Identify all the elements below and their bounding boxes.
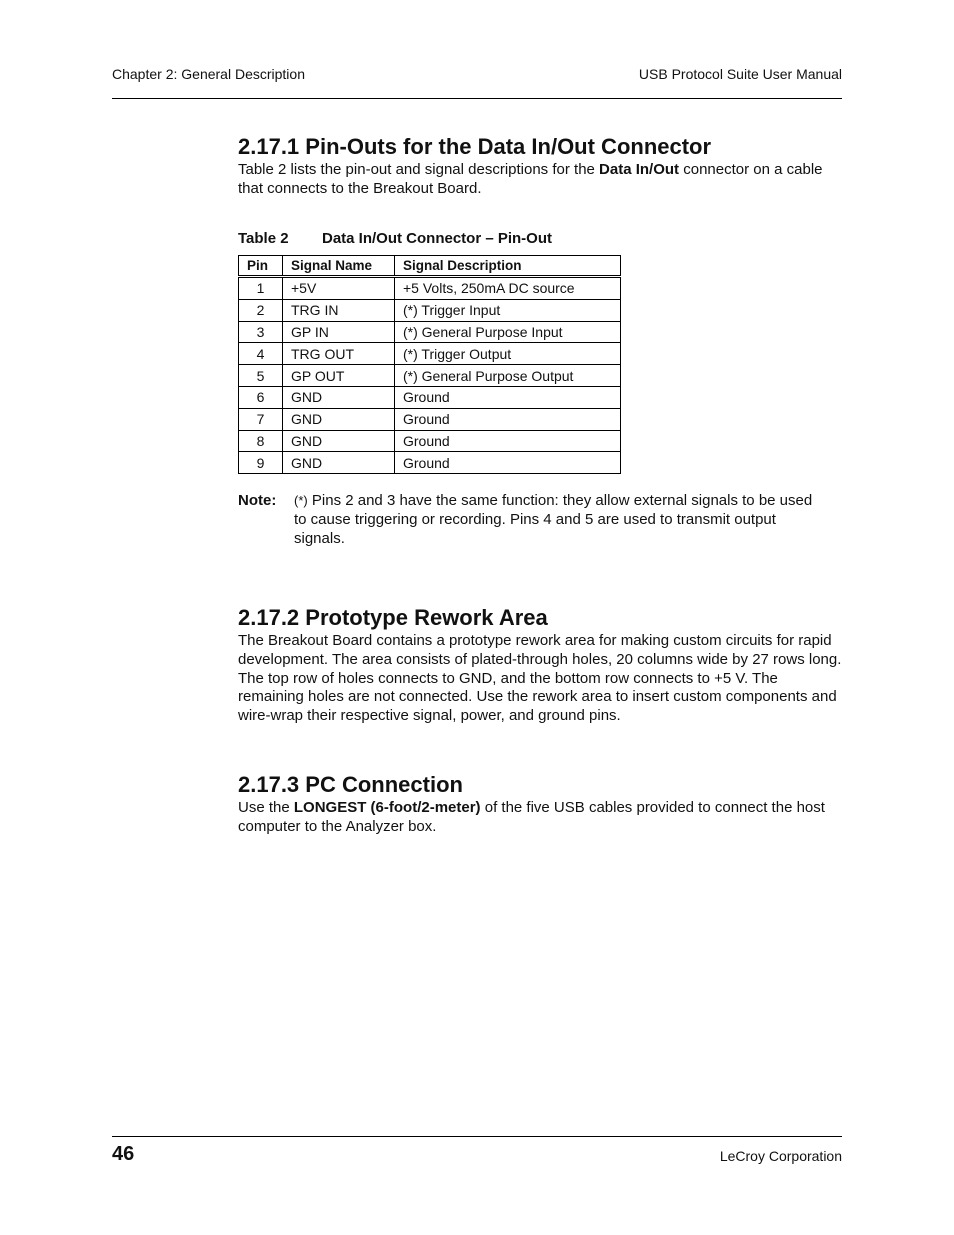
- pin-out-table: [238, 255, 621, 474]
- table-row: [239, 386, 621, 408]
- pin-cell: 7: [239, 408, 283, 430]
- pc-text-post: of the five USB cables provided to connect the host computer to the Analyzer box.: [238, 799, 825, 835]
- intro-text-connector: Data In/Out: [599, 161, 680, 178]
- page-number: 46: [112, 1143, 135, 1165]
- section-heading-pc-connection: 2.17.3 PC Connection: [238, 772, 463, 797]
- signal-description-cell: +5 Volts, 250mA DC source: [395, 277, 621, 300]
- intro-text-post: connector on a cable that connects to the Breakout Board.: [238, 161, 823, 197]
- signal-name-cell: GND: [283, 430, 395, 452]
- intro-text-pre: Table 2 lists the pin-out and signal descriptions for the: [238, 161, 600, 178]
- table-row: [239, 365, 621, 387]
- pin-cell: 8: [239, 430, 283, 452]
- table-header-row: [239, 256, 621, 277]
- pc-text-pre: Use the: [238, 799, 294, 816]
- column-header-pin: Pin: [239, 256, 283, 277]
- signal-name-cell: GP OUT: [283, 365, 395, 387]
- signal-name-cell: +5V: [283, 277, 395, 300]
- running-header-manual-title: USB Protocol Suite User Manual: [638, 66, 842, 82]
- running-header-chapter: Chapter 2: General Description: [112, 66, 305, 82]
- pin-cell: 3: [239, 321, 283, 343]
- section-heading-pin-outs: 2.17.1 Pin-Outs for the Data In/Out Connector: [238, 134, 712, 159]
- note-asterisk: (*): [294, 493, 308, 508]
- signal-description-cell: Ground: [395, 452, 621, 474]
- signal-description-cell: (*) General Purpose Output: [395, 365, 621, 387]
- signal-name-cell: TRG OUT: [283, 343, 395, 365]
- table-caption: [238, 230, 552, 247]
- signal-description-cell: (*) Trigger Input: [395, 299, 621, 321]
- column-header-signal-description: Signal Description: [395, 256, 621, 277]
- signal-description-cell: (*) Trigger Output: [395, 343, 621, 365]
- signal-name-cell: TRG IN: [283, 299, 395, 321]
- footer-company: LeCroy Corporation: [719, 1148, 842, 1164]
- pin-cell: 9: [239, 452, 283, 474]
- note-text: Pins 2 and 3 have the same function: they allow external signals to be used to cause triggering or recording. Pins 4 and 5 are used to transmit output signals.: [294, 492, 813, 547]
- signal-description-cell: Ground: [395, 386, 621, 408]
- signal-name-cell: GND: [283, 452, 395, 474]
- section-body-prototype-rework: The Breakout Board contains a prototype rework area for making custom circuits for rapid development. The area consists of plated-through holes, 20 columns wide by 27 rows long. The top row of holes connects to GND, and the bottom row connects to +5 V. The remaining holes are not connected. Use the rework area to insert custom components and wire-wrap their respective signal, power, and ground pins.: [238, 632, 842, 725]
- note-body: [294, 492, 814, 548]
- signal-name-cell: GP IN: [283, 321, 395, 343]
- signal-name-cell: GND: [283, 386, 395, 408]
- table-row: [239, 343, 621, 365]
- table-caption-number: Table 2: [238, 230, 289, 247]
- table-row: [239, 299, 621, 321]
- pin-cell: 2: [239, 299, 283, 321]
- signal-description-cell: (*) General Purpose Input: [395, 321, 621, 343]
- pin-cell: 4: [239, 343, 283, 365]
- note-label: Note:: [238, 492, 277, 509]
- pc-text-cable: LONGEST (6-foot/2-meter): [293, 799, 481, 816]
- table-row: [239, 277, 621, 300]
- signal-name-cell: GND: [283, 408, 395, 430]
- section-heading-prototype-rework: 2.17.2 Prototype Rework Area: [238, 605, 548, 630]
- signal-description-cell: Ground: [395, 430, 621, 452]
- pin-cell: 1: [239, 277, 283, 300]
- pin-cell: 6: [239, 386, 283, 408]
- column-header-signal-name: Signal Name: [283, 256, 395, 277]
- table-caption-title: Data In/Out Connector – Pin-Out: [322, 230, 553, 247]
- table-row: [239, 430, 621, 452]
- table-row: [239, 408, 621, 430]
- footer-rule: [112, 1136, 842, 1137]
- signal-description-cell: Ground: [395, 408, 621, 430]
- table-row: [239, 452, 621, 474]
- section-intro-pin-outs: [238, 161, 844, 199]
- table-row: [239, 321, 621, 343]
- pin-cell: 5: [239, 365, 283, 387]
- header-rule: [112, 98, 842, 99]
- section-body-pc-connection: [238, 799, 844, 837]
